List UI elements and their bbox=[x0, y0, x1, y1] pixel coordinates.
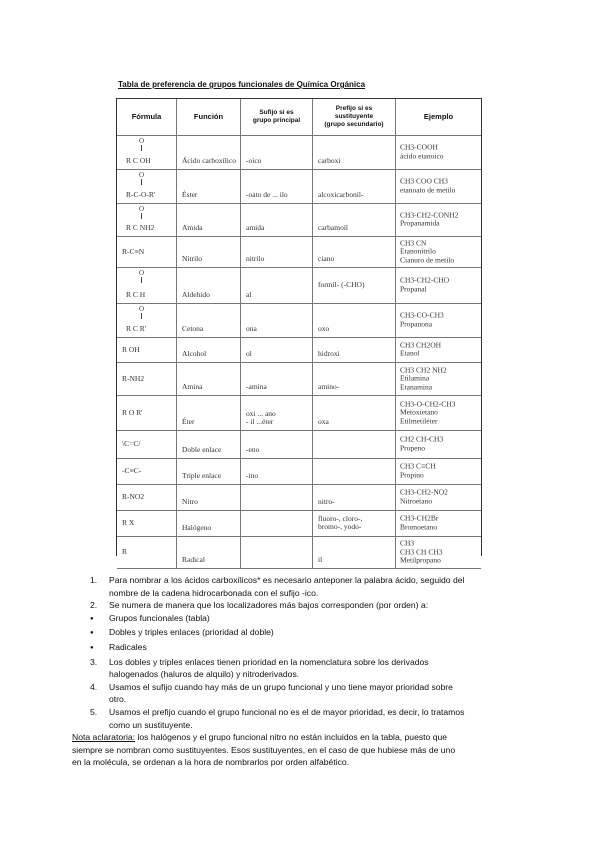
note-continuation: nombre de la cadena hidrocarbonada con el sufijo -ico. bbox=[109, 587, 319, 598]
note-continuation: como un sustituyente. bbox=[109, 719, 193, 730]
header-prefix-line1: Prefijo si es bbox=[335, 105, 373, 112]
example-line: CH3 CN bbox=[400, 237, 427, 247]
example-line: CH3-COOH bbox=[400, 142, 438, 152]
example-line: Metilpropano bbox=[400, 555, 441, 565]
header-suffix-line2: grupo principal bbox=[252, 117, 301, 124]
formula-double-bond bbox=[141, 179, 142, 185]
example-line: CH3 CH2OH bbox=[400, 340, 442, 349]
suffix-cell bbox=[240, 536, 312, 568]
formula-text: R C NH2 bbox=[126, 223, 155, 232]
example-line: Propanal bbox=[400, 284, 427, 293]
table-row bbox=[117, 236, 481, 268]
formula-text: R-NO2 bbox=[122, 492, 145, 501]
prefix-cell bbox=[312, 169, 395, 203]
example-cell bbox=[395, 236, 481, 267]
example-cell bbox=[395, 135, 481, 169]
example-line: Propino bbox=[400, 470, 424, 479]
formula-text: \C=C/ bbox=[122, 439, 141, 448]
table-row bbox=[117, 267, 481, 304]
example-line: Etanol bbox=[400, 348, 420, 358]
example-cell bbox=[395, 337, 481, 362]
suffix-cell bbox=[240, 203, 312, 236]
formula-text: R-C-O-R' bbox=[126, 190, 156, 199]
formula-text: R X bbox=[122, 518, 135, 527]
function-cell bbox=[176, 510, 240, 536]
note-text: Usamos el sufijo cuando hay más de un grupo funcional y uno tiene mayor prioridad sobre bbox=[109, 681, 453, 692]
function-cell-text: Éter bbox=[182, 417, 195, 426]
table-row bbox=[117, 510, 481, 537]
example-line: etanoato de metilo bbox=[400, 185, 456, 194]
table-row bbox=[117, 484, 481, 511]
note-item bbox=[72, 706, 532, 719]
function-cell-text: Amina bbox=[182, 382, 203, 391]
function-cell-text: Ácido carboxílico bbox=[182, 156, 236, 165]
example-line: CH2 CH-CH3 bbox=[400, 434, 444, 444]
example-lines bbox=[400, 239, 479, 265]
function-cell bbox=[176, 536, 240, 568]
example-line: CH3-CH2Br bbox=[400, 513, 439, 523]
formula-cell bbox=[117, 395, 176, 430]
function-cell-text: Cetona bbox=[182, 324, 204, 333]
prefix-cell-text: carboxi bbox=[318, 156, 341, 165]
suffix-cell bbox=[240, 135, 312, 169]
formula-cell bbox=[117, 484, 176, 510]
clarifying-note-label: Nota aclaratoria: bbox=[72, 732, 136, 743]
formula-cell bbox=[117, 303, 176, 337]
example-line: CH3 CH2 NH2 bbox=[400, 364, 447, 374]
function-cell bbox=[176, 169, 240, 203]
formula-text: R C OH bbox=[126, 156, 151, 165]
bullet-icon bbox=[72, 626, 109, 641]
suffix-cell-text: -ino bbox=[246, 471, 259, 480]
suffix-cell bbox=[240, 430, 312, 458]
clarifying-note-line1: los halógenos y el grupo funcional nitro no están incluidos en la tabla, puesto que bbox=[135, 732, 448, 743]
formula-text: R C H bbox=[126, 290, 146, 299]
function-cell bbox=[176, 458, 240, 484]
clarifying-note-line2: siempre se nombran como sustituyentes. Esos sustituyentes, en el caso de que hubiese más de uno bbox=[72, 744, 456, 755]
example-line: CH3 COO CH3 bbox=[400, 176, 448, 186]
clarifying-note-line3: en la molécula, se ordenan a la hora de nombrarlos por orden alfabético. bbox=[72, 757, 350, 768]
prefix-cell-text: il bbox=[318, 555, 323, 564]
note-text: Radicales bbox=[109, 641, 147, 652]
note-text: Usamos el prefijo cuando el grupo funcional no es el de mayor prioridad, es decir, lo tratamos bbox=[109, 706, 465, 717]
table-header-row bbox=[117, 99, 481, 136]
suffix-cell-text: -amina bbox=[246, 382, 267, 391]
prefix-cell bbox=[312, 267, 395, 303]
note-text: Dobles y triples enlaces (prioridad al doble) bbox=[109, 627, 274, 638]
note-number: 3. bbox=[90, 656, 98, 667]
bullet-dot-icon bbox=[90, 642, 94, 652]
example-cell bbox=[395, 395, 481, 430]
header-prefix bbox=[312, 99, 395, 135]
example-lines bbox=[400, 277, 479, 294]
formula-text: R bbox=[122, 547, 128, 556]
example-cell bbox=[395, 303, 481, 337]
note-continuation: otro. bbox=[109, 694, 127, 705]
example-cell bbox=[395, 510, 481, 536]
prefix-cell-text: carbamoil bbox=[318, 223, 348, 232]
note-item bbox=[72, 574, 532, 587]
example-line: Cianuro de metilo bbox=[400, 254, 455, 264]
example-line: CH3 CH CH3 bbox=[400, 546, 443, 556]
header-prefix-line2: sustituyente bbox=[334, 113, 374, 120]
note-item bbox=[72, 656, 532, 669]
example-cell bbox=[395, 169, 481, 203]
prefix-cell-text: oxa bbox=[318, 417, 329, 426]
example-cell bbox=[395, 458, 481, 484]
function-cell bbox=[176, 303, 240, 337]
example-line: Etilamina bbox=[400, 373, 430, 383]
example-lines bbox=[400, 144, 479, 161]
prefix-cell-text: hidroxi bbox=[318, 349, 340, 358]
note-item bbox=[72, 612, 532, 627]
suffix-cell bbox=[240, 484, 312, 510]
formula-text: -C≡C- bbox=[122, 466, 142, 475]
note-number: 1. bbox=[90, 575, 98, 585]
formula-cell bbox=[117, 236, 176, 267]
example-lines bbox=[400, 515, 479, 532]
prefix-cell bbox=[312, 362, 395, 395]
formula-cell bbox=[117, 267, 176, 303]
example-line: Bromoetano bbox=[400, 522, 438, 531]
header-suffix bbox=[240, 99, 312, 135]
table-row bbox=[117, 395, 481, 431]
formula-text: R C R' bbox=[126, 324, 147, 333]
function-cell-text: Halógeno bbox=[182, 523, 212, 532]
note-item bbox=[72, 641, 532, 656]
note-text: Grupos funcionales (tabla) bbox=[109, 612, 210, 623]
function-cell bbox=[176, 267, 240, 303]
prefix-cell bbox=[312, 458, 395, 484]
note-item bbox=[72, 599, 532, 612]
formula-cell bbox=[117, 510, 176, 536]
note-item bbox=[72, 681, 532, 694]
function-cell-text: Aldehído bbox=[182, 290, 210, 299]
function-cell bbox=[176, 135, 240, 169]
bullet-icon bbox=[72, 612, 109, 627]
prefix-cell-text: nitro- bbox=[318, 497, 335, 506]
table-row bbox=[117, 458, 481, 485]
suffix-cell-text: al bbox=[246, 290, 252, 299]
suffix-cell-text: oxi ... ano - il ...éter bbox=[246, 409, 276, 426]
formula-cell bbox=[117, 430, 176, 458]
example-cell bbox=[395, 536, 481, 568]
header-prefix-line3: (grupo secundario) bbox=[324, 121, 384, 128]
prefix-cell bbox=[312, 430, 395, 458]
prefix-cell-text: ciano bbox=[318, 254, 335, 263]
prefix-cell bbox=[312, 536, 395, 568]
example-cell bbox=[395, 203, 481, 236]
function-cell bbox=[176, 395, 240, 430]
example-cell bbox=[395, 362, 481, 395]
formula-text: R-C≡N bbox=[122, 246, 145, 256]
example-lines bbox=[400, 436, 479, 453]
formula-oxygen: O bbox=[139, 305, 145, 313]
formula-cell bbox=[117, 169, 176, 203]
example-line: CH3 bbox=[400, 538, 415, 548]
prefix-cell-text: fluoro-, cloro-, bromo-, yodo- bbox=[318, 514, 363, 531]
example-lines bbox=[400, 539, 479, 565]
suffix-cell-text: amida bbox=[246, 223, 265, 232]
formula-text: R O R' bbox=[122, 407, 143, 417]
suffix-cell bbox=[240, 303, 312, 337]
table-row bbox=[117, 203, 481, 237]
function-cell-text: Radical bbox=[182, 555, 205, 564]
suffix-cell-text: -oico bbox=[246, 156, 262, 165]
suffix-cell-text: nitrilo bbox=[246, 254, 265, 263]
prefix-cell-text: amino- bbox=[318, 382, 340, 391]
function-cell-text: Amida bbox=[182, 223, 203, 232]
note-number: 5. bbox=[90, 706, 98, 717]
example-line: CH3 C≡CH bbox=[400, 461, 436, 471]
table-row bbox=[117, 303, 481, 338]
formula-double-bond bbox=[141, 145, 142, 151]
table-row bbox=[117, 135, 481, 170]
example-cell bbox=[395, 484, 481, 510]
example-lines bbox=[400, 463, 479, 480]
formula-cell bbox=[117, 337, 176, 362]
formula-cell bbox=[117, 536, 176, 568]
suffix-cell bbox=[240, 362, 312, 395]
example-lines bbox=[400, 489, 479, 506]
note-item bbox=[72, 626, 532, 641]
header-formula: Fórmula bbox=[131, 112, 162, 121]
suffix-cell bbox=[240, 337, 312, 362]
example-line: CH3-CH2-NO2 bbox=[400, 487, 448, 497]
function-cell-text: Nitrilo bbox=[182, 254, 202, 263]
formula-oxygen: O bbox=[139, 205, 145, 213]
prefix-cell bbox=[312, 303, 395, 337]
notes-list bbox=[72, 574, 532, 731]
prefix-cell bbox=[312, 510, 395, 536]
suffix-cell bbox=[240, 236, 312, 267]
functional-groups-table bbox=[116, 98, 482, 565]
example-lines bbox=[400, 178, 479, 195]
example-lines bbox=[400, 366, 479, 392]
example-line: Etilmetiléter bbox=[400, 415, 438, 425]
formula-oxygen: O bbox=[139, 269, 145, 277]
suffix-cell-text: ona bbox=[246, 324, 257, 333]
formula-text: R-NH2 bbox=[122, 373, 145, 383]
formula-double-bond bbox=[141, 213, 142, 219]
prefix-cell bbox=[312, 484, 395, 510]
function-cell bbox=[176, 337, 240, 362]
formula-cell bbox=[117, 135, 176, 169]
formula-oxygen: O bbox=[139, 137, 145, 145]
suffix-cell bbox=[240, 458, 312, 484]
formula-cell bbox=[117, 362, 176, 395]
example-line: Propeno bbox=[400, 443, 425, 452]
function-cell-text: Nitro bbox=[182, 497, 198, 506]
example-lines bbox=[400, 211, 479, 228]
suffix-cell-text: -oato de ... ilo bbox=[246, 190, 288, 199]
table-row bbox=[117, 362, 481, 396]
table-row bbox=[117, 536, 481, 569]
prefix-cell-text: oxo bbox=[318, 324, 330, 333]
note-text: Para nombrar a los ácidos carboxílicos* es necesario anteponer la palabra ácido, seguido del bbox=[109, 575, 465, 585]
table-title: Tabla de preferencia de grupos funcionales de Química Orgánica bbox=[118, 80, 366, 89]
example-line: Etanonitrilo bbox=[400, 246, 436, 256]
prefix-cell bbox=[312, 203, 395, 236]
example-line: Nitroetano bbox=[400, 496, 433, 505]
example-line: Etanamina bbox=[400, 381, 433, 391]
bullet-icon bbox=[72, 641, 109, 656]
example-line: Metoxietano bbox=[400, 407, 438, 417]
suffix-cell-text: ol bbox=[246, 349, 252, 358]
example-line: CH3-O-CH2-CH3 bbox=[400, 398, 456, 408]
notes-section bbox=[72, 574, 532, 769]
prefix-cell bbox=[312, 236, 395, 267]
table-row bbox=[117, 169, 481, 204]
function-cell bbox=[176, 430, 240, 458]
prefix-cell bbox=[312, 135, 395, 169]
note-text: Se numera de manera que los localizadores más bajos corresponden (por orden) a: bbox=[109, 600, 429, 611]
prefix-cell bbox=[312, 337, 395, 362]
suffix-cell bbox=[240, 169, 312, 203]
function-cell bbox=[176, 484, 240, 510]
function-cell-text: Alcohol bbox=[182, 349, 207, 358]
header-suffix-line1: Sufijo si es bbox=[259, 109, 294, 116]
table-row bbox=[117, 430, 481, 459]
clarifying-note bbox=[72, 731, 532, 744]
example-line: Propanona bbox=[400, 319, 433, 328]
example-cell bbox=[395, 267, 481, 303]
note-number: 2. bbox=[90, 600, 98, 611]
note-number: 4. bbox=[90, 681, 98, 692]
example-line: CH3-CH2-CHO bbox=[400, 275, 450, 285]
note-continuation: halogenados (haluros de alquilo) y nitroderivados. bbox=[109, 669, 300, 680]
example-line: CH3-CH2-CONH2 bbox=[400, 210, 459, 219]
prefix-cell-text: formil- (-CHO) bbox=[318, 280, 365, 289]
formula-oxygen: O bbox=[139, 171, 145, 179]
function-cell-text: Éster bbox=[182, 190, 198, 199]
bullet-dot-icon bbox=[90, 627, 94, 637]
prefix-cell bbox=[312, 395, 395, 430]
example-lines bbox=[400, 312, 479, 329]
prefix-cell-text: alcoxicarbonil- bbox=[318, 190, 364, 199]
bullet-dot-icon bbox=[90, 613, 94, 623]
note-text: Los dobles y triples enlaces tienen prioridad en la nomenclatura sobre los derivados bbox=[109, 656, 429, 667]
function-cell-text: Doble enlace bbox=[182, 445, 222, 454]
formula-double-bond bbox=[141, 277, 142, 283]
function-cell bbox=[176, 203, 240, 236]
example-line: ácido etanoico bbox=[400, 151, 444, 160]
suffix-cell-text: -eno bbox=[246, 445, 260, 454]
example-lines bbox=[400, 400, 479, 426]
header-example: Ejemplo bbox=[395, 99, 481, 135]
formula-cell bbox=[117, 203, 176, 236]
example-line: CH3-CO-CH3 bbox=[400, 310, 444, 320]
suffix-cell bbox=[240, 395, 312, 430]
table-row bbox=[117, 337, 481, 363]
formula-cell bbox=[117, 458, 176, 484]
example-lines bbox=[400, 341, 479, 358]
function-cell bbox=[176, 362, 240, 395]
example-line: Propanamida bbox=[400, 218, 440, 228]
suffix-cell bbox=[240, 510, 312, 536]
function-cell bbox=[176, 236, 240, 267]
example-cell bbox=[395, 430, 481, 458]
suffix-cell bbox=[240, 267, 312, 303]
formula-text: R OH bbox=[122, 344, 140, 354]
formula-double-bond bbox=[141, 313, 142, 319]
header-function: Función bbox=[176, 99, 240, 135]
function-cell-text: Triple enlace bbox=[182, 471, 222, 480]
